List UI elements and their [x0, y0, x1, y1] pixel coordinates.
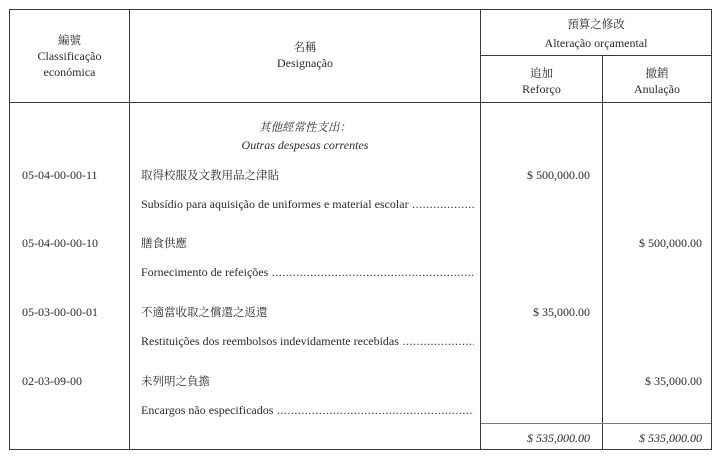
row-name-pt: Encargos não especificados ..... — [141, 403, 474, 418]
header-reinforce-pt: Reforço — [522, 82, 561, 96]
header-designation-zh: 名稱 — [293, 40, 317, 54]
section-title-zh: 其他經常性支出： — [259, 120, 351, 134]
row-code: 05-04-00-00-10 — [22, 236, 98, 250]
header-reinforce-zh: 追加 — [530, 66, 553, 80]
row-name-zh: 取得校服及文教用品之津貼 — [141, 168, 279, 182]
row-anulacao-amount: $ 35,000.00 — [645, 374, 702, 388]
header-alteration-pt: Alteração orçamental — [544, 36, 648, 50]
header-alteration-zh: 預算之修改 — [567, 17, 625, 31]
header-classification-pt: Classificação — [37, 49, 102, 63]
row-code: 05-03-00-00-01 — [22, 305, 98, 319]
header-bottom-rule — [10, 102, 711, 103]
row-name-pt: Fornecimento de refeições ..... — [141, 265, 474, 280]
total-anulacao: $ 535,000.00 — [639, 431, 702, 445]
row-name-zh: 膳食供應 — [141, 236, 187, 250]
row-name-zh: 未列明之負擔 — [141, 374, 210, 388]
header-designation-pt: Designação — [277, 56, 333, 70]
row-reforco-amount: $ 35,000.00 — [533, 305, 590, 319]
header-classification-pt: económica — [43, 65, 96, 79]
header-cancel-pt: Anulação — [634, 82, 680, 96]
section-title-pt: Outras despesas correntes — [241, 138, 369, 152]
totals-rule — [481, 423, 711, 424]
row-name-pt: Subsídio para aquisição de uniformes e material escolar ..... — [141, 197, 474, 212]
column-divider — [129, 10, 130, 449]
header-cancel-zh: 撤銷 — [645, 66, 669, 80]
header-divider — [480, 55, 711, 56]
row-code: 05-04-00-00-11 — [22, 168, 98, 182]
total-reforco: $ 535,000.00 — [527, 431, 590, 445]
row-code: 02-03-09-00 — [22, 374, 82, 388]
row-reforco-amount: $ 500,000.00 — [527, 168, 590, 182]
header-classification-zh: 編號 — [58, 33, 81, 47]
column-divider — [602, 55, 603, 449]
row-name-pt: Restituições dos reembolsos indevidamente recebidas ..... — [141, 334, 474, 349]
row-name-zh: 不適當收取之償還之返還 — [141, 305, 268, 319]
row-anulacao-amount: $ 500,000.00 — [639, 236, 702, 250]
